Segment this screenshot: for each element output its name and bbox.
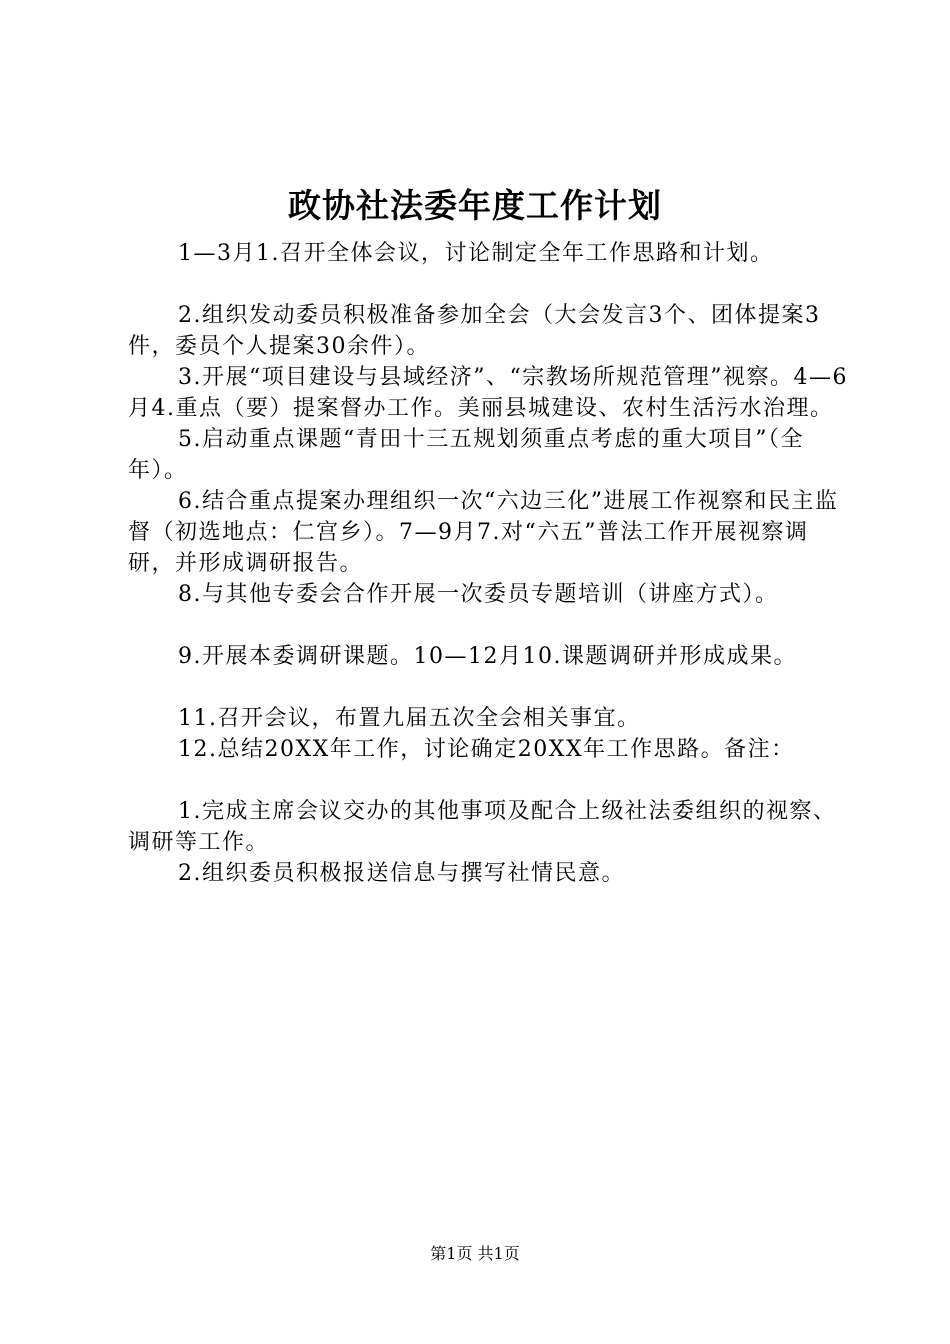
paragraph-gap: [128, 765, 850, 796]
page-footer: 第1页 共1页: [430, 1244, 520, 1263]
paragraph-gap: [128, 672, 850, 703]
paragraph-4: 5.启动重点课题“青田十三五规划须重点考虑的重大项目”（全年）。: [128, 427, 804, 483]
paragraph-11: 2.组织委员积极报送信息与撰写社情民意。: [178, 861, 625, 886]
paragraph-6: 8.与其他专委会合作开展一次委员专题培训（讲座方式）。: [178, 582, 779, 607]
paragraph-2: 2.组织发动委员积极准备参加全会（大会发言3个、团体提案3件，委员个人提案30余件）。: [128, 303, 821, 359]
document-title: 政协社法委年度工作计划: [288, 186, 662, 225]
paragraph-8: 11.召开会议，布置九届五次全会相关事宜。: [178, 706, 641, 731]
paragraph-5: 6.结合重点提案办理组织一次“六边三化”进展工作视察和民主监督（初选地点：仁宫乡）。7—9月7.对“六五”普法工作开展视察调研，并形成调研报告。: [128, 489, 839, 576]
document-body: [128, 238, 850, 889]
paragraph-gap: [128, 269, 850, 300]
paragraph-3: 3.开展“项目建设与县域经济”、“宗教场所规范管理”视察。4—6月4.重点（要）提案督办工作。美丽县城建设、农村生活污水治理。: [128, 365, 848, 421]
paragraph-gap: [128, 610, 850, 641]
paragraph-10: 1.完成主席会议交办的其他事项及配合上级社法委组织的视察、调研等工作。: [128, 799, 837, 855]
paragraph-7: 9.开展本委调研课题。10—12月10.课题调研并形成成果。: [178, 644, 797, 669]
paragraph-9: 12.总结20XX年工作，讨论确定20XX年工作思路。备注：: [178, 737, 795, 762]
paragraph-1: 1—3月1.召开全体会议，讨论制定全年工作思路和计划。: [178, 241, 774, 266]
